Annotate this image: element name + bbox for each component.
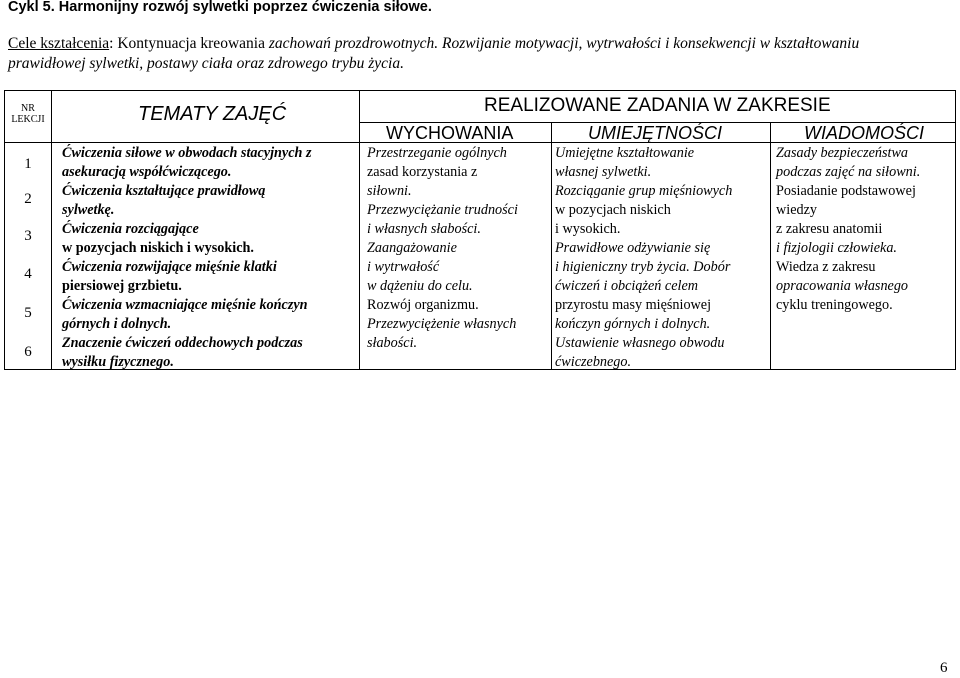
lesson-number: 5: [24, 305, 32, 321]
header-nr-line-2: LEKCJI: [11, 114, 45, 125]
umiejetnosci-line: Rozciąganie grup mięśniowych: [555, 183, 733, 199]
topic-line: w pozycjach niskich i wysokich.: [62, 240, 254, 256]
topic-line: Ćwiczenia rozciągające: [62, 221, 199, 237]
topic-line: Ćwiczenia wzmacniające mięśnie kończyn: [62, 297, 308, 313]
lesson-table: [4, 90, 960, 370]
divider-wychowania: [551, 122, 552, 370]
header-nr-line-1: NR: [21, 103, 35, 114]
lesson-number: 1: [24, 156, 32, 172]
wychowania-line: w dążeniu do celu.: [367, 278, 473, 294]
divider-nr: [51, 90, 52, 370]
wychowania-line: i wytrwałość: [367, 259, 440, 275]
header-realizowane: REALIZOWANE ZADANIA W ZAKRESIE: [484, 95, 831, 116]
wiadomosci-line: Posiadanie podstawowej: [776, 183, 916, 199]
wychowania-line: zasad korzystania z: [367, 164, 478, 180]
wychowania-column: [367, 144, 518, 353]
wychowania-line: i własnych słabości.: [367, 221, 481, 237]
wiadomosci-line: opracowania własnego: [776, 278, 909, 294]
wiadomosci-column: [776, 144, 920, 315]
umiejetnosci-line: ćwiczebnego.: [555, 354, 632, 370]
umiejetnosci-line: w pozycjach niskich: [555, 202, 671, 218]
wiadomosci-line: cyklu treningowego.: [776, 297, 893, 313]
umiejetnosci-column: [555, 144, 732, 372]
wychowania-line: Przestrzeganie ogólnych: [367, 145, 507, 161]
goals-separator: :: [109, 35, 118, 52]
lesson-number: 6: [24, 344, 32, 360]
wychowania-line: słabości.: [367, 335, 418, 351]
umiejetnosci-line: własnej sylwetki.: [555, 164, 652, 180]
header-wychowania: WYCHOWANIA: [386, 123, 514, 143]
umiejetnosci-line: i wysokich.: [555, 221, 621, 237]
goals-line-2: prawidłowej sylwetki, postawy ciała oraz zdrowego trybu życia.: [8, 55, 404, 72]
topic-line: Ćwiczenia rozwijające mięśnie klatki: [62, 259, 277, 275]
umiejetnosci-line: ćwiczeń i obciążeń celem: [555, 278, 699, 294]
umiejetnosci-line: Prawidłowe odżywianie się: [555, 240, 711, 256]
wychowania-line: siłowni.: [367, 183, 412, 199]
topic-line: asekuracją współćwiczącego.: [62, 164, 232, 180]
umiejetnosci-line: kończyn górnych i dolnych.: [555, 316, 711, 332]
goals-line-1: [8, 35, 859, 53]
wychowania-line: Przezwyciężanie trudności: [367, 202, 518, 218]
header-wiadomosci: WIADOMOŚCI: [804, 123, 924, 143]
tematy-column: [62, 144, 311, 372]
goals-text-normal: Kontynuacja kreowania: [117, 35, 269, 52]
lesson-number: 3: [24, 228, 32, 244]
topic-line: Ćwiczenia siłowe w obwodach stacyjnych z: [62, 145, 312, 161]
umiejetnosci-line: Ustawienie własnego obwodu: [555, 335, 725, 351]
topic-line: Ćwiczenia kształtujące prawidłową: [62, 183, 266, 199]
header-umiejetnosci: UMIEJĘTNOŚCI: [588, 123, 723, 143]
wiadomosci-line: Zasady bezpieczeństwa: [776, 145, 909, 161]
lesson-number: 2: [24, 191, 32, 207]
wychowania-line: Przezwyciężenie własnych: [367, 316, 517, 332]
wiadomosci-line: wiedzy: [776, 202, 817, 218]
wiadomosci-line: i fizjologii człowieka.: [776, 240, 897, 256]
wiadomosci-line: z zakresu anatomii: [776, 221, 883, 237]
wiadomosci-line: podczas zajęć na siłowni.: [776, 164, 921, 180]
wychowania-line: Zaangażowanie: [367, 240, 457, 256]
header-nr: [5, 103, 51, 125]
lesson-number: 4: [24, 266, 32, 282]
umiejetnosci-line: przyrostu masy mięśniowej: [555, 297, 712, 313]
wiadomosci-line: Wiedza z zakresu: [776, 259, 876, 275]
topic-line: górnych i dolnych.: [62, 316, 172, 332]
topic-line: Znaczenie ćwiczeń oddechowych podczas: [62, 335, 303, 351]
divider-umiejetnosci: [770, 122, 771, 370]
goals-label: Cele kształcenia: [8, 35, 110, 52]
page-title: Cykl 5. Harmonijny rozwój sylwetki poprzez ćwiczenia siłowe.: [8, 0, 432, 15]
table-border-right: [955, 90, 956, 370]
topic-line: piersiowej grzbietu.: [62, 278, 182, 294]
table-border-top: [4, 90, 956, 91]
divider-tematy: [359, 90, 360, 370]
header-tematy: TEMATY ZAJĘĆ: [138, 103, 287, 125]
umiejetnosci-line: i higieniczny tryb życia. Dobór: [555, 259, 731, 275]
umiejetnosci-line: Umiejętne kształtowanie: [555, 145, 695, 161]
page-number: 6: [940, 660, 948, 676]
wychowania-line: Rozwój organizmu.: [367, 297, 479, 313]
goals-text-italic-1: zachowań prozdrowotnych. Rozwijanie motywacji, wytrwałości i konsekwencji w kształtowaniu: [268, 35, 860, 52]
topic-line: sylwetkę.: [62, 202, 115, 218]
topic-line: wysiłku fizycznego.: [62, 354, 174, 370]
